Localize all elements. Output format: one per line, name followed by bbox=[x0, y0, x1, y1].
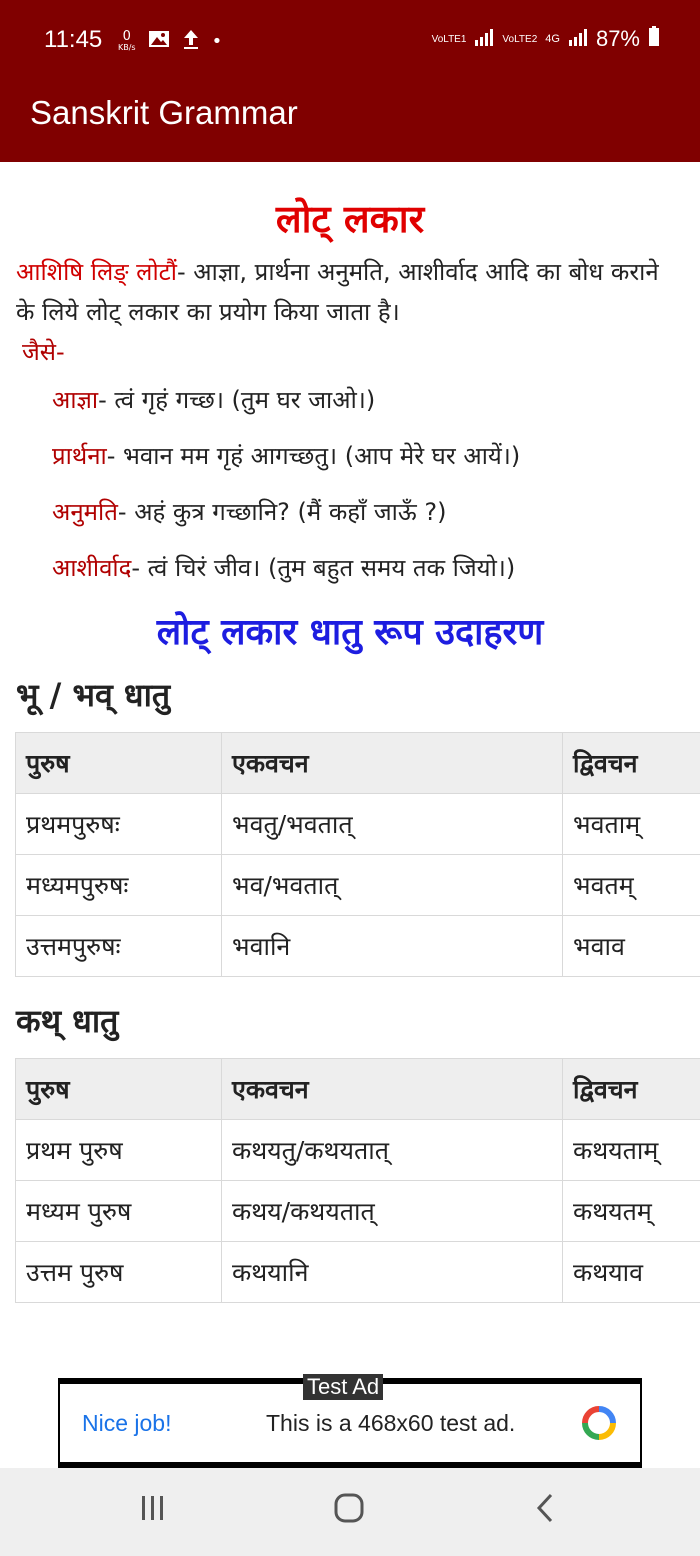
table-row: उत्तमपुरुषः भवानि भवाव bbox=[16, 916, 700, 977]
example-item: प्रार्थना- भवान मम गृहं आगच्छतु। (आप मेरे घर आयें।) bbox=[52, 442, 521, 470]
image-icon bbox=[148, 29, 170, 54]
intro-sutra: आशिषि लिङ् लोटौं bbox=[16, 258, 177, 286]
ad-label: Test Ad bbox=[303, 1374, 383, 1400]
app-bar bbox=[0, 82, 700, 162]
table-row: मध्यमपुरुषः भव/भवतात् भवतम् bbox=[16, 855, 700, 916]
conjugation-table bbox=[15, 732, 700, 977]
system-nav-bar bbox=[0, 1468, 700, 1556]
ad-logo-icon bbox=[582, 1406, 616, 1440]
signal-icon bbox=[568, 26, 588, 52]
signal-icon bbox=[474, 26, 494, 52]
recent-apps-button[interactable] bbox=[138, 1492, 168, 1530]
intro-text: - आज्ञा, प्रार्थना अनुमति, आशीर्वाद आदि का बोध कराने के लिये लोट् लकार का प्रयोग किया जाता है। bbox=[16, 258, 659, 326]
examples-label: जैसे- bbox=[22, 338, 65, 366]
table-row: उत्तम पुरुष कथयानि कथयाव bbox=[16, 1242, 700, 1303]
dhatu-title: कथ् धातु bbox=[16, 1002, 119, 1040]
status-bar bbox=[0, 0, 700, 82]
home-button[interactable] bbox=[333, 1492, 365, 1532]
app-title: Sanskrit Grammar bbox=[30, 94, 298, 131]
status-time: 11:45 bbox=[44, 26, 103, 53]
dot-icon: • bbox=[211, 31, 223, 52]
table-header-row: पुरुष एकवचन द्विवचन bbox=[16, 1059, 700, 1120]
page-heading: लोट् लकार bbox=[275, 197, 425, 241]
conjugation-table bbox=[15, 1058, 700, 1303]
table-row: प्रथम पुरुष कथयतु/कथयतात् कथयताम् bbox=[16, 1120, 700, 1181]
dhatu-title: भू / भव् धातु bbox=[16, 676, 171, 714]
section-heading: लोट् लकार धातु रूप उदाहरण bbox=[156, 612, 544, 653]
battery-icon bbox=[648, 26, 660, 52]
network-type-label: 4G bbox=[545, 33, 560, 45]
sim1-label: VoLTE1 bbox=[431, 33, 467, 45]
sim2-label: VoLTE2 bbox=[502, 33, 538, 45]
ad-text: This is a 468x60 test ad. bbox=[266, 1410, 516, 1436]
ad-cta[interactable]: Nice job! bbox=[82, 1410, 172, 1436]
ad-banner[interactable] bbox=[58, 1374, 642, 1468]
content-scroll-area[interactable] bbox=[0, 162, 700, 1377]
battery-percent: 87% bbox=[595, 26, 640, 51]
back-button[interactable] bbox=[534, 1492, 556, 1532]
table-row: मध्यम पुरुष कथय/कथयतात् कथयतम् bbox=[16, 1181, 700, 1242]
table-header-row: पुरुष एकवचन द्विवचन bbox=[16, 733, 700, 794]
upload-icon bbox=[182, 28, 200, 55]
network-speed-indicator: 0 KB/s bbox=[118, 29, 136, 52]
table-row: प्रथमपुरुषः भवतु/भवतात् भवताम् bbox=[16, 794, 700, 855]
example-item: अनुमति- अहं कुत्र गच्छानि? (मैं कहाँ जाऊँ ?) bbox=[52, 498, 447, 526]
example-item: आज्ञा- त्वं गृहं गच्छ। (तुम घर जाओ।) bbox=[52, 386, 376, 414]
example-item: आशीर्वाद- त्वं चिरं जीव। (तुम बहुत समय तक जियो।) bbox=[52, 554, 516, 582]
intro-paragraph bbox=[0, 252, 700, 332]
